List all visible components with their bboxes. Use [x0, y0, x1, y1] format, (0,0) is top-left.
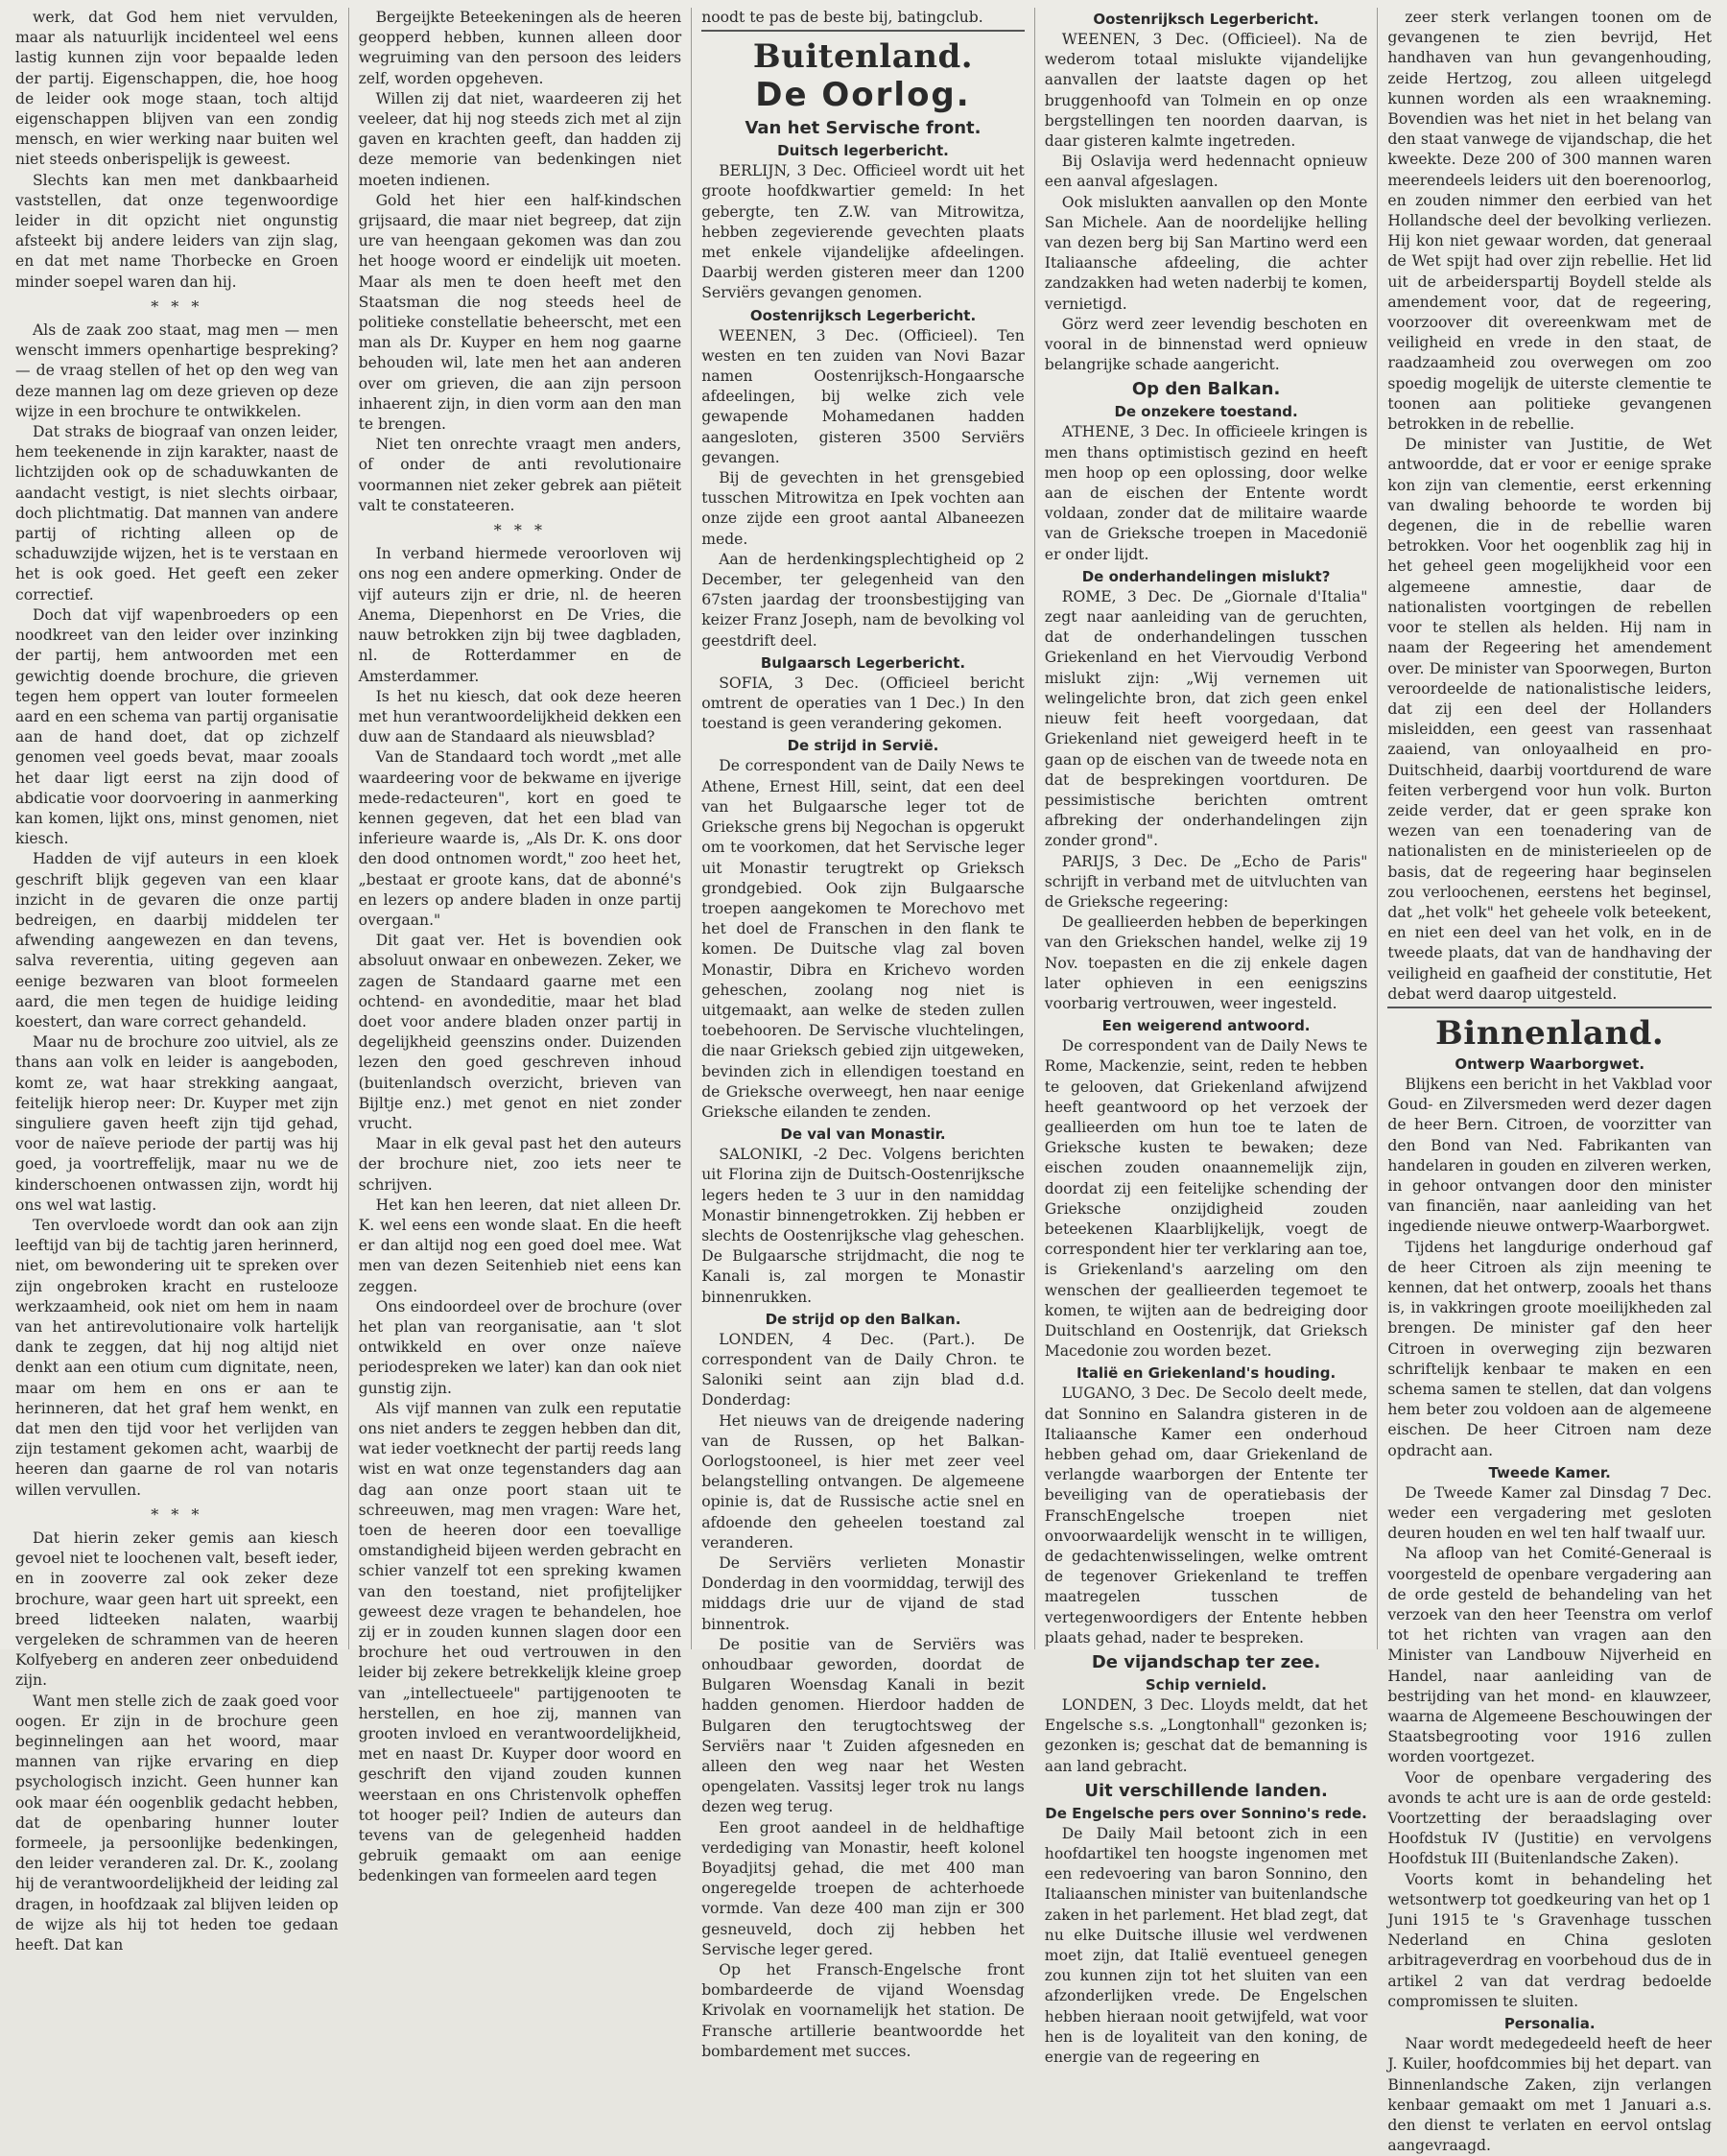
paragraph: Als de zaak zoo staat, mag men — men wenscht immers openhartige bespreking? — de vraag stellen of het op den weg van deze mannen lag om deze grieven op deze wijze in een brochure te ontwikkelen.: [15, 321, 339, 420]
subheading: Oostenrijksch Legerbericht.: [749, 306, 977, 324]
paragraph: Doch dat vijf wapenbroeders op een noodkreet van den leider over inzinking der partij, hem antwoorden met een gewichtig doende brochure, die grieven tegen hem oppert van louter formeelen aard en een schema van partij organisatie aan de hand doet, dat op zichzelf genomen veel goeds bevat, maar zooals het daar ligt eerst na zijn dood of abdicatie voor doorvoering in aanmerking kan komen, lijkt ons, minst genomen, niet kiesch.: [15, 605, 339, 848]
paragraph: Het kan hen leeren, dat niet alleen Dr. K. wel eens een wonde slaat. En die heeft er dan altijd nog een goed doel mee. Wat men van dezen Seitenhieb niet eens kan zeggen.: [358, 1196, 682, 1295]
paragraph: Dat straks de biograaf van onzen leider, hem teekenende in zijn karakter, naast de lichtzijden ook op de schaduwkanten de aandacht vestigt, is niet slechts oirbaar, doch plichtmatig. Dat mannen van andere partij of richting alleen op de schaduwzijde wijzen, het is te verstaan en het is ook goed. Het geeft een zeker correctief.: [15, 423, 339, 604]
paragraph: WEENEN, 3 Dec. (Officieel). Na de wederom totaal mislukte vijandelijke aanvallen der laatste dagen op het bruggenhoofd van Tolmein en op onze bergstellingen ten noorden daarvan, is daar gisteren kalmte ingetreden.: [1044, 31, 1368, 151]
paragraph: Als vijf mannen van zulk een reputatie ons niet anders te zeggen hebben dan dit, wat ieder voetknecht der partij reeds lang wist en wat onze tegenstanders dag aan dag aan onze poort staan uit te schreeuwen, mag men vragen: Ware het, toen de heeren door een toevallige omstandigheid bijeen werden gebracht en schier vanzelf tot een spreking kwamen van den toestand, niet profijtelijker geweest deze vragen te behandelen, hoe zij er in zouden kunnen slagen door een brochure het oud vertrouwen in den leider bij zekere betrekkelijk kleine groep van „intellectueele" partijgenooten te herstellen, en hoe zij, mannen van grooten invloed en verantwoordelijkheid, met en naast Dr. Kuyper door woord en geschrift den vijand zouden kunnen weerstaan en ons Christenvolk opheffen tot hooger peil? Indien de auteurs dan tevens van de gelegenheid hadden gebruik gemaakt om aan eenige bedenkingen van formeelen aard tegen: [358, 1399, 682, 1885]
paragraph: Gold het hier een half-kindschen grijsaard, die maar niet begreep, dat zijn ure van heengaan gekomen was dan zou het hooge woord er eindelijk uit moeten. Maar als men te doen heeft met den Staatsman die nog steeds heel de politieke constellatie beheerscht, met een man als Dr. Kuyper en hem nog gaarne behouden wil, late men het aan anderen over om grieven, die aan zijn persoon inhaerent zijn, in dien vorm aan den man te brengen.: [358, 191, 682, 434]
paragraph: Willen zij dat niet, waardeeren zij het veeleer, dat hij nog steeds zich met al zijn gaven en krachten geeft, dan hadden zij deze memorie van bedenkingen niet moeten indienen.: [358, 89, 682, 189]
paragraph: Bij de gevechten in het grensgebied tusschen Mitrowitza en Ipek vochten aan onze zijde een groot aantal Albaneezen mede.: [701, 469, 1025, 548]
paragraph: Aan de herdenkingsplechtigheid op 2 December, ter gelegenheid van den 67sten jaardag der troonsbestijging van keizer Franz Joseph, nam de bevolking vol geestdrift deel.: [701, 550, 1025, 650]
subheading: Schip vernield.: [1145, 1676, 1267, 1694]
subheading: Oostenrijksch Legerbericht.: [1093, 11, 1319, 28]
paragraph: Ten overvloede wordt dan ook aan zijn leeftijd van bij de tachtig jaren herinnerd, niet, om bewondering uit te spreken over zijn ongebroken kracht en rustelooze werkzaamheid, ook niet om hem in naam van het antirevolutionaire volk hartelijk dank te zeggen, dat hij nog altijd niet denkt aan een otium cum dignitate, neen, maar om hem en ons er aan te herinneren, dat het graf hem wenkt, en dat men den tijd voor het verlijden van zijn testament gekomen acht, waarbij de heeren dan gaarne de rol van notaris willen vervullen.: [15, 1216, 339, 1499]
paragraph: Dat hierin zeker gemis aan kiesch gevoel niet te loochenen valt, beseft ieder, en in zooverre zal ook zeker deze brochure, waar geen hart uit spreekt, een breed lidteeken nalaten, waarbij vergeleken de schrammen van de heeren Kolfyeberg en anderen zeer onbeduidend zijn.: [15, 1529, 339, 1690]
subheading: Personalia.: [1503, 2015, 1596, 2033]
paragraph: De correspondent van de Daily News te Rome, Mackenzie, seint, reden te hebben te gelooven, dat Griekenland afwijzend heeft geantwoord op het verzoek der geallieerden om hun toe te laten de Grieksche kusten te bewaken; deze eischen zouden onaannemelijk zijn, doordat zij een feitelijke schending der Grieksche onzijdigheid zouden beteekenen Klaarblijkelijk, voegt de correspondent hier ter verklaring aan toe, is Griekenland's aarzeling om den wenschen der geallieerden tegemoet te komen, te wijten aan de bedreiging door Duitschland en Oostenrijk, dat Grieksch Macedonie zou worden bezet.: [1044, 1037, 1368, 1361]
paragraph: Het nieuws van de dreigende nadering van de Russen, op het Balkan-Oorlogstooneel, is hier met zeer veel belangstelling ontvangen. De algemeene opinie is, dat de Russische actie snel en afdoende den geheelen toestand zal veranderen.: [701, 1411, 1025, 1552]
section-title-binnenland: Binnenland.: [1435, 1013, 1665, 1053]
paragraph: LONDEN, 4 Dec. (Part.). De correspondent van de Daily Chron. te Saloniki seint aan zijn blad d.d. Donderdag:: [701, 1330, 1025, 1410]
subheading: Tweede Kamer.: [1488, 1463, 1611, 1481]
column-2: [349, 8, 693, 1885]
paragraph: Bij Oslavija werd hedennacht opnieuw een aanval afgeslagen.: [1044, 153, 1368, 191]
subheading: De Engelsche pers over Sonnino's rede.: [1045, 1804, 1367, 1822]
paragraph: PARIJS, 3 Dec. De „Echo de Paris" schrijft in verband met de uitvluchten van de Grieksche regeering:: [1044, 852, 1368, 911]
paragraph: De Tweede Kamer zal Dinsdag 7 Dec. weder een vergadering met gesloten deuren houden en wel ten half twaalf uur.: [1387, 1483, 1712, 1543]
paragraph: WEENEN, 3 Dec. (Officieel). Ten westen en ten zuiden van Novi Bazar namen Oostenrijksch-Hongaarsche afdeelingen, bij welke zich vele gewapende Mohamedanen hadden aangesloten, gisteren 3500 Serviërs gevangen.: [701, 326, 1025, 466]
paragraph: Blijkens een bericht in het Vakblad voor Goud- en Zilversmeden werd dezer dagen de heer Bern. Citroen, de voorzitter van den Bond van Ned. Fabrikanten van handelaren in gouden en zilveren werken, in gehoor ontvangen door den minister van financiën, naar aanleiding van het ingediende nieuwe ontwerp-Waarborgwet.: [1387, 1075, 1712, 1236]
paragraph: De minister van Justitie, de Wet antwoordde, dat er voor er eenige sprake kon zijn van clementie, eerst erkenning van dwaling behoorde te worden bij degenen, die in de rebellie waren betrokken. Voor het oogenblik zag hij in het geheel geen mogelijkheid voor een algemeene amnestie, daar de nationalisten voortgingen de rebellen voor te stellen als helden. Hij nam in naam der Regeering het amendement over. De minister van Spoorwegen, Burton veroordeelde de nationalistische leiders, dat zij een deel der Hollanders misleidden, een geest van rassenhaat zaaiend, van onloyaalheid en pro-Duitschheid, daarbij voortdurend de ware feiten verbergend voor hun volk. Burton zeide verder, dat er geen sprake kon wezen van een toenadering van de nationalisten en de ministerieelen op de basis, dat de regeering haar beginselen zou verloochenen, eerstens het beginsel, dat „het volk" het geheele volk beteekent, en niet een deel van het volk, en in de tweede plaats, dat van de handhaving der veiligheid en gaafheid der constitutie, Het debat werd daarop uitgesteld.: [1387, 436, 1712, 1003]
paragraph: Tijdens het langdurige onderhoud gaf de heer Citroen als zijn meening te kennen, dat het ontwerp, zooals het thans is, in vakkringen groote moeilijkheden zal brengen. De minister gaf den heer Citroen in overweging zijn bezwaren schriftelijk kenbaar te maken en een schema samen te stellen, dat dan volgens hem beter zou voldoen aan de algemeene eischen. De heer Citroen nam deze opdracht aan.: [1387, 1238, 1712, 1459]
subheading: Ontwerp Waarborgwet.: [1455, 1054, 1645, 1073]
paragraph: Op het Fransch-Engelsche front bombardeerde de vijand Woensdag Krivolak en voornamelijk het station. De Fransche artillerie beantwoordde het bombardement met succes.: [701, 1961, 1025, 2060]
paragraph: Want men stelle zich de zaak goed voor oogen. Er zijn in de brochure geen beginnelingen aan het woord, maar mannen van rijke ervaring en diep psychologisch inzicht. Geen hunner kan ook maar één oogenblik gedacht hebben, dat de openbaring hunner louter formeele, ja persoonlijke bedenkingen, den leider veranderen zal. Dr. K., zoolang hij de verantwoordelijkheid der leiding zal dragen, in hoofdzaak zal blijven leiden op de wijze als hij tot heden toe gedaan heeft. Dat kan: [15, 1692, 339, 1955]
subheading: De onzekere toestand.: [1114, 403, 1298, 421]
section-separator: * * *: [493, 521, 546, 540]
paragraph: Ook mislukten aanvallen op den Monte San Michele. Aan de noordelijke helling van dezen berg bij San Martino werd een Italiaansche afdeeling, die achter zandzakken had weten naderbij te komen, vernietigd.: [1044, 193, 1368, 313]
paragraph: SALONIKI, -2 Dec. Volgens berichten uit Florina zijn de Duitsch-Oostenrijksche legers heden te 3 uur in den namiddag Monastir binnengetrokken. Zij hebben er slechts de Oostenrijksche vlag geheschen. De Bulgaarsche strijdmacht, die nog te Kanali is, zal morgen te Monastir binnenrukken.: [701, 1146, 1025, 1306]
paragraph: De geallieerden hebben de beperkingen van den Griekschen handel, welke zij 19 Nov. toepasten en die zij enkele dagen later ophieven in een eenigszins voorbarig vertrouwen, weer ingesteld.: [1044, 913, 1368, 1012]
subheading: Bulgaarsch Legerbericht.: [760, 653, 966, 672]
paragraph: BERLIJN, 3 Dec. Officieel wordt uit het groote hoofdkwartier gemeld: In het gebergte, ten Z.W. van Mitrowitza, hebben zegevierende gevechten plaats met enkele vijandelijke afdeelingen. Daarbij werden gisteren meer dan 1200 Serviërs gevangen genomen.: [701, 162, 1025, 302]
heading: Uit verschillende landen.: [1084, 1780, 1328, 1801]
subheading: De strijd in Servië.: [787, 737, 939, 755]
subheading: Een weigerend antwoord.: [1101, 1017, 1311, 1035]
paragraph: ROME, 3 Dec. De „Giornale d'Italia" zegt naar aanleiding van de geruchten, dat de onderhandelingen tusschen Griekenland en het Viervoudig Verbond mislukt zijn: „Wij vernemen uit welingelichte bron, dat zich geen enkel nieuw feit heeft voorgedaan, dat Griekenland niet geweigerd heeft in te gaan op de eischen van de tweede nota en dat de besprekingen voortduren. De pessimistische berichten omtrent afbreking der onderhandelingen zijn zonder grond".: [1044, 587, 1368, 850]
paragraph: werk, dat God hem niet vervulden, maar als natuurlijk incidenteel wel eens lastig kunnen zijn voor bepaalde leden der partij. Eigenschappen, die, hoe hoog de leider ook moge staan, toch altijd eigenschappen blijven van een zondig mensch, en wier werking naar buiten wel niet steeds onberispelijk is geweest.: [15, 9, 339, 169]
paragraph: SOFIA, 3 Dec. (Officieel bericht omtrent de operaties van 1 Dec.) In den toestand is geen verandering gekomen.: [701, 674, 1025, 733]
paragraph: Görz werd zeer levendig beschoten en vooral in de binnenstad werd opnieuw belangrijke schade aangericht.: [1044, 315, 1368, 374]
section-separator: * * *: [151, 296, 203, 316]
column-5: [1378, 8, 1721, 2155]
paragraph: Is het nu kiesch, dat ook deze heeren met hun verantwoordelijkheid dekken een duw aan de Standaard als nieuwsblad?: [358, 687, 682, 746]
paragraph: De positie van de Serviërs was onhoudbaar geworden, doordat de Bulgaren Woensdag Kanali in bezit hadden genomen. Hierdoor hadden de Bulgaren den terugtochtsweg der Serviërs naar 't Zuiden afgesneden en alleen den weg naar het Westen opengelaten. Vassitsj leger trok nu langs dezen weg terug.: [701, 1635, 1025, 1816]
section-title-buitenland: Buitenland.: [752, 37, 974, 77]
paragraph: Van de Standaard toch wordt „met alle waardeering voor de bekwame en ijverige mede-redacteuren", kort en goed te kennen gegeven, dat het een blad van inferieure waarde is, „Als Dr. K. ons door den dood ontnomen wordt," zoo heet het, „bestaat er groote kans, dat de abonné's en lezers op andere bladen in onze partij overgaan.": [358, 748, 682, 929]
section-rule: [1387, 1007, 1712, 1008]
paragraph: Niet ten onrechte vraagt men anders, of onder de anti revolutionaire voormannen niet zeker gebrek aan piëteit valt te constateeren.: [358, 436, 682, 514]
column-1: [6, 8, 349, 1955]
subheading: De val van Monastir.: [780, 1125, 946, 1144]
paragraph: Voor de openbare vergadering des avonds te acht ure is aan de orde gesteld: Voortzetting der beraadslaging over Hoofdstuk IV (Justitie) en vervolgens Hoofdstuk III (Buitenlandsche Zaken).: [1387, 1768, 1712, 1868]
paragraph: LUGANO, 3 Dec. De Secolo deelt mede, dat Sonnino en Salandra gisteren in de Italiaansche Kamer een onderhoud hebben gehad om, daar Griekenland de verlangde waarborgen der Entente ter beveiliging van de operatiebasis der FranschEngelsche troepen niet onvoorwaardelijk wenscht in te willigen, de gedachtenwisselingen, welke omtrent de tegenover Griekenland te treffen maatregelen tusschen de vertegenwoordigers der Entente hebben plaats gehad, nader te bespreken.: [1044, 1385, 1368, 1647]
paragraph: Ons eindoordeel over de brochure (over het plan van reorganisatie, aan 't slot ontwikkeld en over onze naïeve periodespreken we later) kan dan ook niet gunstig zijn.: [358, 1297, 682, 1397]
paragraph: In verband hiermede veroorloven wij ons nog een andere opmerking. Onder de vijf auteurs zijn er drie, nl. de heeren Anema, Diepenhorst en De Vries, die nauw betrokken zijn bij twee dagbladen, nl. de Rotterdammer en de Amsterdammer.: [358, 545, 682, 685]
column-3: [692, 8, 1035, 2060]
paragraph: Voorts komt in behandeling het wetsontwerp tot goedkeuring van het op 1 Juni 1915 te 's Gravenhage tusschen Nederland en China gesloten arbitrageverdrag en voorbehoud dus de in artikel 2 van dat verdrag bedoelde compromissen te sluiten.: [1387, 1870, 1712, 2010]
subheading: De strijd op den Balkan.: [765, 1310, 961, 1328]
section-title-oorlog: De Oorlog.: [755, 76, 971, 115]
heading: Van het Servische front.: [745, 118, 982, 139]
paragraph: Maar nu de brochure zoo uitviel, als ze thans aan volk en leider is aangeboden, komt ze, wat haar strekking aangaat, feitelijk hierop neer: Dr. Kuyper met zijn singuliere gaven heeft zijn tijd gehad, voor de naïeve periode der partij was hij goed, ja voortreffelijk, maar nu we de kinderschoenen ontwassen zijn, wordt hij ons wel wat lastig.: [15, 1033, 339, 1214]
paragraph: ATHENE, 3 Dec. In officieele kringen is men thans optimistisch gezind en heeft men hoop op een oplossing, door welke aan de eischen der Entente wordt voldaan, zonder dat de militaire waarde van de Grieksche troepen in Macedonië er onder lijdt.: [1044, 423, 1368, 563]
heading: Op den Balkan.: [1131, 379, 1281, 400]
paragraph: De Serviërs verlieten Monastir Donderdag in den voormiddag, terwijl des middags drie uur de vijand de stad binnentrok.: [701, 1554, 1025, 1633]
paragraph: Naar wordt medegedeeld heeft de heer J. Kuiler, hoofdcommies bij het depart. van Binnenlandsche Zaken, zijn verlangen kenbaar gemaakt om met 1 Januari a.s. den dienst te verlaten en eervol ontslag aangevraagd.: [1387, 2035, 1712, 2155]
paragraph: Slechts kan men met dankbaarheid vaststellen, dat onze tegenwoordige leider in dit opzicht niet ongunstig afsteekt bij andere leiders van zijn slag, en dat met name Thorbecke en Groen minder soepel waren dan hij.: [15, 171, 339, 291]
paragraph: Dit gaat ver. Het is bovendien ook absoluut onwaar en onbewezen. Zeker, we zagen de Standaard gaarne met een ochtend- en avondeditie, maar het blad doet voor andere bladen onzer partij in degelijkheid geenszins onder. Duizenden lezen den goed geschreven inhoud (buitenlandsch overzicht, brieven van Bijltje enz.) met genot en niet zonder vrucht.: [358, 932, 682, 1132]
subheading: Italië en Griekenland's houding.: [1076, 1364, 1337, 1383]
paragraph: Na afloop van het Comité-Generaal is voorgesteld de openbare vergadering aan de orde gesteld de behandeling van het verzoek van den heer Teenstra om verlof tot het richten van vragen aan den Minister van Landbouw Nijverheid en Handel, naar aanleiding van de bestrijding van het mond- en klauwzeer, waarna de Algemeene Beschouwingen der Staatsbegrooting voor 1916 zullen worden voortgezet.: [1387, 1545, 1712, 1766]
paragraph: Bergeijkte Beteekeningen als de heeren geopperd hebben, kunnen alleen door wegruiming van den persoon des leiders zelf, worden opgeheven.: [358, 9, 682, 87]
paragraph: Maar in elk geval past het den auteurs der brochure niet, zoo iets neer te schrijven.: [358, 1135, 682, 1194]
heading: De vijandschap ter zee.: [1091, 1652, 1321, 1673]
section-separator: * * *: [151, 1504, 203, 1524]
column-4: [1035, 8, 1379, 2067]
subheading: Duitsch legerbericht.: [777, 142, 949, 160]
paragraph: Hadden de vijf auteurs in een kloek geschrift blijk gegeven van een klaar inzicht in de gevaren die onze partij bedreigen, en daarbij middelen ter afwending aangewezen en dan tevens, salva reverentia, uiting gegeven aan eenige bezwaren van bloot formeelen aard, die men tegen de huidige leiding koestert, dan ware correct gehandeld.: [15, 850, 339, 1031]
paragraph: zeer sterk verlangen toonen om de gevangenen te zien bevrijd, Het handhaven van hun gevangenhouding, zeide Hertzog, zou alleen uitgelegd kunnen worden als een wraakneming. Bovendien was het niet in het belang van den staat vanwege de vijandschap, die het kweekte. Deze 200 of 300 mannen waren meerendeels leiders uit den boerenoorlog, en zouden nimmer den eerbied van het Hollandsche deel der bevolking verliezen. Hij kon niet gewaar worden, dat generaal de Wet spijt had over zijn rebellie. Het lid uit de arbeiderspartij Boydell stelde als amendement voor, dat de regeering, voorzoover dit overeenkwam met de veiligheid en vrede in den staat, de raadzaamheid zou overwegen om zoo spoedig mogelijk de uiterste clementie te toonen aan politieke gevangenen betrokken in de rebellie.: [1387, 9, 1712, 434]
subheading: De onderhandelingen mislukt?: [1081, 567, 1331, 585]
paragraph: De Daily Mail betoont zich in een hoofdartikel ten hoogste ingenomen met een redevoering van baron Sonnino, den Italiaanschen minister van buitenlandsche zaken in het parlement. Het blad zegt, dat nu elke Duitsche illusie wel verdwenen moet zijn, dat Italië eventueel genegen zou kunnen zijn tot het sluiten van een afzonderlijken vrede. De Engelschen hebben hieraan nooit getwijfeld, wat voor hen is de loyaliteit van den koning, de energie van de regeering en: [1044, 1824, 1368, 2067]
paragraph: noodt te pas de beste bij, batingclub.: [701, 9, 983, 26]
paragraph: LONDEN, 3 Dec. Lloyds meldt, dat het Engelsche s.s. „Longtonhall" gezonken is; gezonken is; geschat dat de bemanning is aan land gebracht.: [1044, 1696, 1368, 1775]
section-rule: [701, 30, 1025, 32]
paragraph: De correspondent van de Daily News te Athene, Ernest Hill, seint, dat een deel van het Bulgaarsche leger tot de Grieksche grens bij Negochan is opgerukt om te voorkomen, dat het Servische leger uit Monastir terugtrekt op Grieksch grondgebied. Ook zijn Bulgaarsche troepen aangekomen te Morechovo met het doel de Franschen in den flank te komen. De Duitsche vlag zal boven Monastir, Dibra en Krichevo worden geheschen, zoolang nog niet is uitgemaakt, aan welke de steden zullen toebehooren. De Servische vluchtelingen, die naar Grieksch gebied zijn uitgeweken, bevinden zich in ellendigen toestand en de Grieksche overweegt, hen naar eenige Grieksche eilanden te zenden.: [701, 757, 1025, 1121]
paragraph: Een groot aandeel in de heldhaftige verdediging van Monastir, heeft kolonel Boyadjitsj gehad, die met 400 man ongeregelde troepen de achterhoede vormde. Van deze 400 man zijn er 300 gesneuveld, doch zij hebben het Servische leger gered.: [701, 1818, 1025, 1958]
